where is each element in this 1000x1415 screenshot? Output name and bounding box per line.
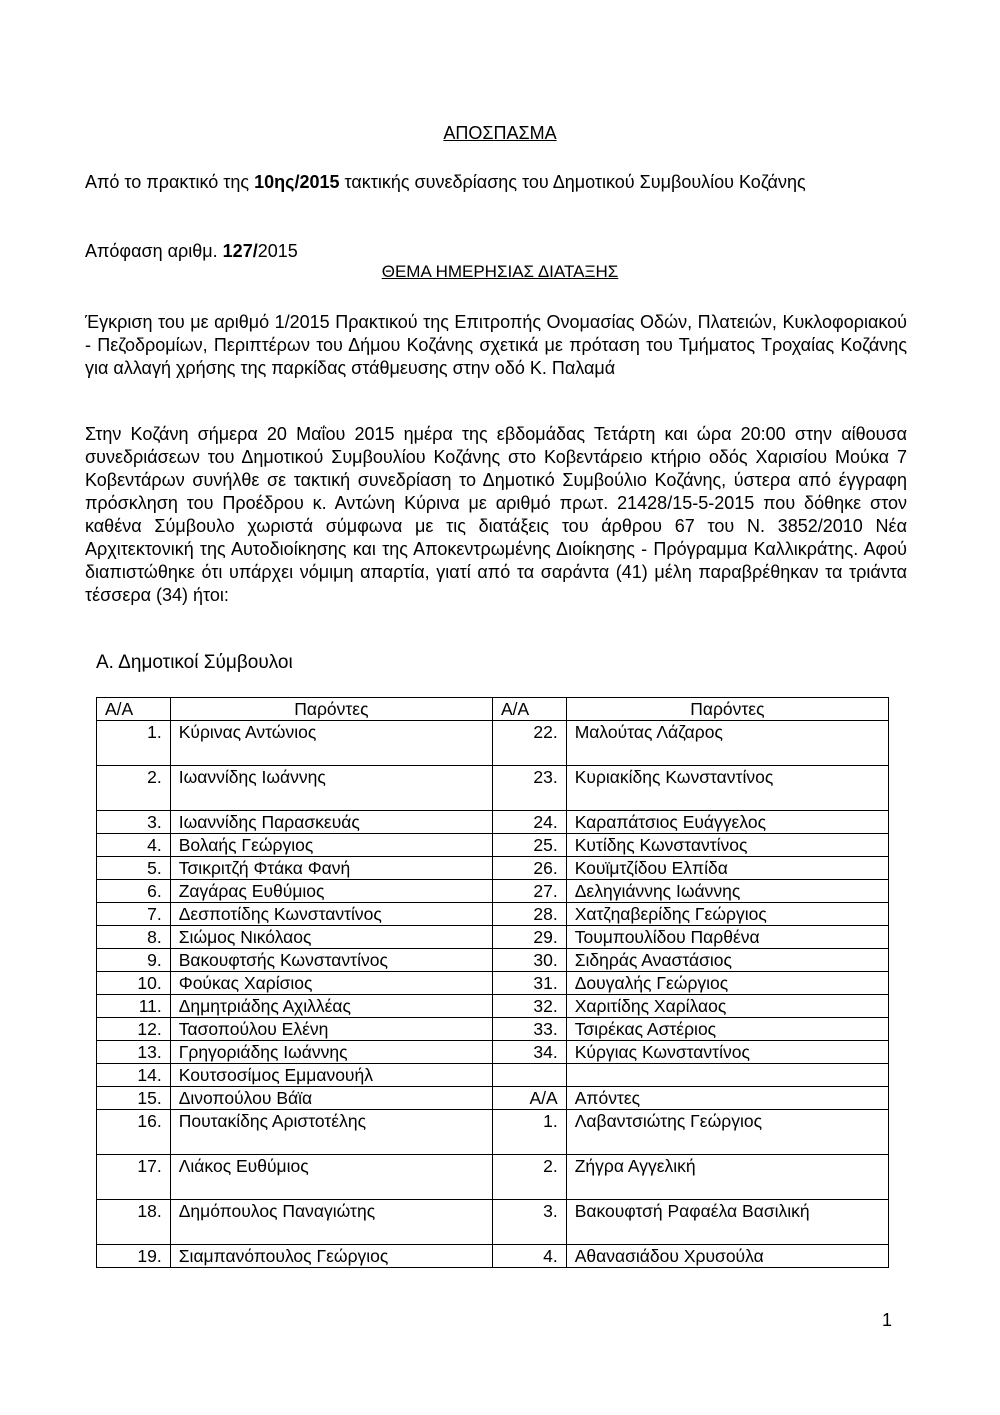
row-number: 19. <box>97 1245 171 1268</box>
row-number-2: 28. <box>492 903 566 926</box>
member-name: Γρηγοριάδης Ιωάννης <box>170 1041 492 1064</box>
row-number: 11. <box>97 995 171 1018</box>
member-name: Δημόπουλος Παναγιώτης <box>170 1200 492 1245</box>
row-number-2: 33. <box>492 1018 566 1041</box>
agenda-subject-text: Έγκριση του με αριθμό 1/2015 Πρακτικού της Επιτροπής Ονομασίας Οδών, Πλατειών, Κυκλοφοριακού - Πεζοδρομίων, Περιπτέρων του Δήμου Κοζάνης σχετικά με πρόταση του Τμήματος Τροχαίας Κοζάνης για αλλαγή χρήσης της παρκίδας στάθμευσης στην οδό Κ. Παλαμά <box>85 312 907 378</box>
member-name: Κύρινας Αντώνιος <box>170 721 492 766</box>
table-row <box>97 1018 889 1041</box>
table-row <box>97 857 889 880</box>
table-row <box>97 1245 889 1268</box>
row-number: 16. <box>97 1110 171 1155</box>
table-row <box>97 949 889 972</box>
member-name: Βολαής Γεώργιος <box>170 834 492 857</box>
row-number: 9. <box>97 949 171 972</box>
decision-id: 127/ <box>222 241 258 261</box>
header-present-2: Παρόντες <box>566 698 888 721</box>
member-name-2: Σιδηράς Αναστάσιος <box>566 949 888 972</box>
member-name-2: Βακουφτσή Ραφαέλα Βασιλική <box>566 1200 888 1245</box>
member-name-2: Κουϊμτζίδου Ελπίδα <box>566 857 888 880</box>
row-number: 5. <box>97 857 171 880</box>
row-number: 1. <box>97 721 171 766</box>
table-row <box>97 1064 889 1087</box>
council-members-table <box>96 697 889 1268</box>
row-number: 6. <box>97 880 171 903</box>
table-row <box>97 1087 889 1110</box>
table-row <box>97 721 889 766</box>
member-name-2: Καραπάτσιος Ευάγγελος <box>566 811 888 834</box>
table-row <box>97 1200 889 1245</box>
row-number: 12. <box>97 1018 171 1041</box>
table-row <box>97 880 889 903</box>
member-name: Ιωαννίδης Παρασκευάς <box>170 811 492 834</box>
member-name: Σιώμος Νικόλαος <box>170 926 492 949</box>
row-number-2: 30. <box>492 949 566 972</box>
member-name-2: Κύργιας Κωνσταντίνος <box>566 1041 888 1064</box>
row-number-2: 1. <box>492 1110 566 1155</box>
member-name: Κουτσοσίμος Εμμανουήλ <box>170 1064 492 1087</box>
member-name: Φούκας Χαρίσιος <box>170 972 492 995</box>
agenda-subject-heading: ΘΕΜΑ ΗΜΕΡΗΣΙΑΣ ΔΙΑΤΑΞΗΣ <box>381 262 619 281</box>
row-number-2: 29. <box>492 926 566 949</box>
decision-year: 2015 <box>257 241 298 261</box>
page-number: 1 <box>882 1310 893 1330</box>
decision-label: Απόφαση αριθμ. <box>85 241 223 261</box>
header-present: Παρόντες <box>170 698 492 721</box>
member-name-2: Τουμπουλίδου Παρθένα <box>566 926 888 949</box>
member-name-2: Χαριτίδης Χαρίλαος <box>566 995 888 1018</box>
member-name: Τασοπούλου Ελένη <box>170 1018 492 1041</box>
row-number-2: 23. <box>492 766 566 811</box>
row-number-2: 2. <box>492 1155 566 1200</box>
session-description: Στην Κοζάνη σήμερα 20 Μαΐου 2015 ημέρα της εβδομάδας Τετάρτη και ώρα 20:00 στην αίθουσα συνεδριάσεων του Δημοτικού Συμβουλίου Κοζάνης στο Κοβεντάρειο κτήριο οδός Χαρισίου Μούκα 7 Κοβεντάρων συνήλθε σε τακτική συνεδρίαση το Δημοτικό Συμβούλιο Κοζάνης, ύστερα από έγγραφη πρόσκληση του Προέδρου κ. Αντώνη Κύρινα με αριθμό πρωτ. 21428/15-5-2015 που δόθηκε στον καθένα Σύμβουλο χωριστά σύμφωνα με τις διατάξεις του άρθρου 67 του Ν. 3852/2010 Νέα Αρχιτεκτονική της Αυτοδιοίκησης και της Αποκεντρωμένης Διοίκησης - Πρόγραμμα Καλλικράτης. Αφού διαπιστώθηκε ότι υπάρχει νόμιμη απαρτία, γιατί από τα σαράντα (41) μέλη παραβρέθηκαν τα τριάντα τέσσερα (34) ήτοι: <box>85 424 907 605</box>
header-number-2: Α/Α <box>492 698 566 721</box>
row-number: 2. <box>97 766 171 811</box>
table-row <box>97 1110 889 1155</box>
member-name: Σιαμπανόπουλος Γεώργιος <box>170 1245 492 1268</box>
row-number: 10. <box>97 972 171 995</box>
table-row <box>97 926 889 949</box>
member-name-2: Αθανασιάδου Χρυσούλα <box>566 1245 888 1268</box>
row-number-2: 3. <box>492 1200 566 1245</box>
member-name-2: Απόντες <box>566 1087 888 1110</box>
row-number: 4. <box>97 834 171 857</box>
member-name: Λιάκος Ευθύμιος <box>170 1155 492 1200</box>
row-number-2: 4. <box>492 1245 566 1268</box>
member-name-2: Τσιρέκας Αστέριος <box>566 1018 888 1041</box>
member-name-2: Λαβαντσιώτης Γεώργιος <box>566 1110 888 1155</box>
table-row <box>97 1041 889 1064</box>
table-row <box>97 903 889 926</box>
row-number: 3. <box>97 811 171 834</box>
row-number-2: 31. <box>492 972 566 995</box>
member-name: Δινοπούλου Βάϊα <box>170 1087 492 1110</box>
session-number: 10ης/2015 <box>254 172 340 192</box>
row-number-2: 26. <box>492 857 566 880</box>
row-number-2: 24. <box>492 811 566 834</box>
decision-number <box>85 240 907 262</box>
section-heading: Α. Δημοτικοί Σύμβουλοι <box>96 652 293 673</box>
row-number-2: 22. <box>492 721 566 766</box>
table-row <box>97 972 889 995</box>
member-name: Βακουφτσής Κωνσταντίνος <box>170 949 492 972</box>
member-name-2: Κυτίδης Κωνσταντίνος <box>566 834 888 857</box>
table-row <box>97 1155 889 1200</box>
member-name: Ζαγάρας Ευθύμιος <box>170 880 492 903</box>
row-number-2: 25. <box>492 834 566 857</box>
member-name-2: Δεληγιάννης Ιωάννης <box>566 880 888 903</box>
member-name-2: Δουγαλής Γεώργιος <box>566 972 888 995</box>
row-number-2: 27. <box>492 880 566 903</box>
row-number-2: 34. <box>492 1041 566 1064</box>
row-number: 15. <box>97 1087 171 1110</box>
document-title: ΑΠΟΣΠΑΣΜΑ <box>443 123 557 143</box>
header-number: Α/Α <box>97 698 171 721</box>
row-number: 13. <box>97 1041 171 1064</box>
member-name: Δεσποτίδης Κωνσταντίνος <box>170 903 492 926</box>
row-number: 8. <box>97 926 171 949</box>
member-name-2: Χατζηαβερίδης Γεώργιος <box>566 903 888 926</box>
table-row <box>97 834 889 857</box>
row-number: 17. <box>97 1155 171 1200</box>
table-row <box>97 811 889 834</box>
member-name: Τσικριτζή Φτάκα Φανή <box>170 857 492 880</box>
member-name-2 <box>566 1064 888 1087</box>
table-header-row <box>97 698 889 721</box>
minutes-text-c: τακτικής συνεδρίασης του Δημοτικού Συμβουλίου Κοζάνης <box>339 172 806 192</box>
row-number-2: 32. <box>492 995 566 1018</box>
member-name: Πουτακίδης Αριστοτέλης <box>170 1110 492 1155</box>
row-number: 7. <box>97 903 171 926</box>
member-name-2: Ζήγρα Αγγελική <box>566 1155 888 1200</box>
member-name: Δημητριάδης Αχιλλέας <box>170 995 492 1018</box>
row-number-2 <box>492 1064 566 1087</box>
row-number-2: Α/Α <box>492 1087 566 1110</box>
row-number: 18. <box>97 1200 171 1245</box>
member-name-2: Κυριακίδης Κωνσταντίνος <box>566 766 888 811</box>
row-number: 14. <box>97 1064 171 1087</box>
member-name: Ιωαννίδης Ιωάννης <box>170 766 492 811</box>
minutes-text-a: Από το πρακτικό της <box>85 172 255 192</box>
table-row <box>97 995 889 1018</box>
table-row <box>97 766 889 811</box>
minutes-reference <box>85 171 907 193</box>
member-name-2: Μαλούτας Λάζαρος <box>566 721 888 766</box>
